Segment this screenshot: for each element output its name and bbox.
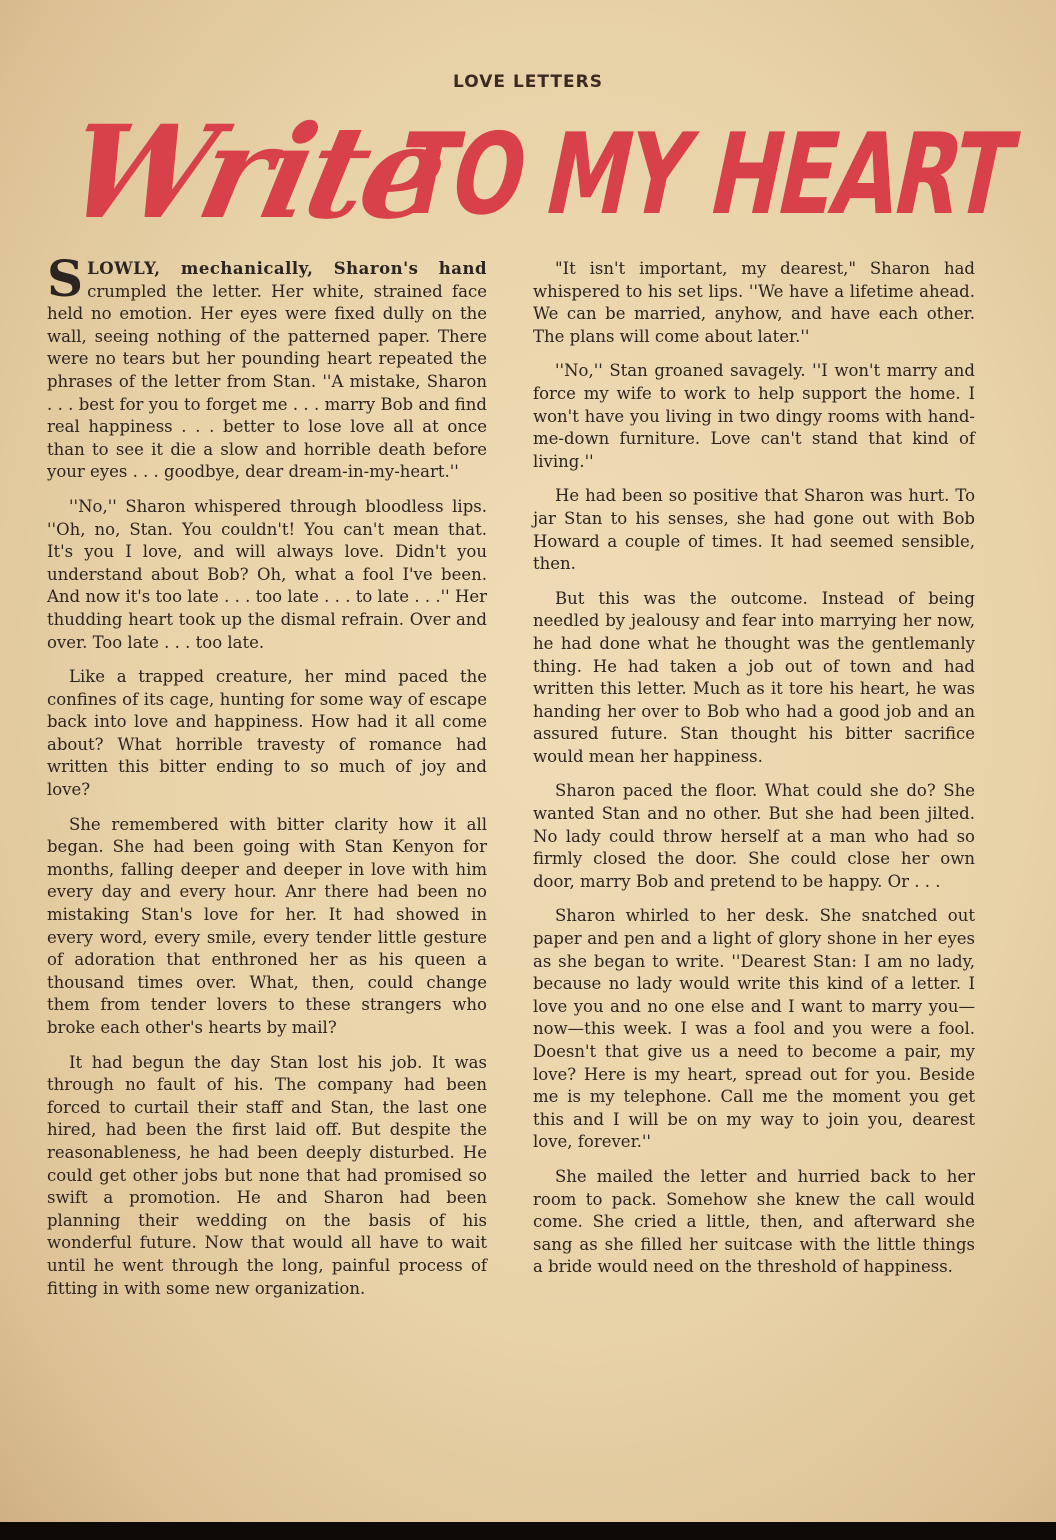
paragraph: Like a trapped creature, her mind paced the confines of its cage, hunting for some way of escape back into love and happiness. How had it all come about? What horrible travesty of romance had written this bitter ending to so much of joy and love? [47, 667, 487, 800]
scan-bottom-edge [0, 1522, 1056, 1540]
right-column [533, 258, 975, 1291]
paragraph: ''No,'' Sharon whispered through bloodless lips. ''Oh, no, Stan. You couldn't! You can't mean that. It's you I love, and will always love. Didn't you understand about Bob? Oh, what a fool I've been. And now it's too late . . . too late . . . to late . . .'' Her thudding heart took up the dismal refrain. Over and over. Too late . . . too late. [47, 496, 487, 652]
paragraph: He had been so positive that Sharon was hurt. To jar Stan to his senses, she had gone out with Bob Howard a couple of times. It had seemed sensible, then. [533, 486, 975, 574]
paragraph-text: crumpled the letter. Her white, strained face held no emotion. Her eyes were fixed dully on the wall, seeing nothing of the patterned paper. There were no tears but her pounding heart repeated the phrases of the letter from Stan. ''A mistake, Sharon . . . best for you to forget me . . . marry Bob and find real happiness . . . better to lose love all at once than to see it die a slow and horrible death before your eyes . . . goodbye, dear dream-in-my-heart.'' [47, 281, 487, 482]
paragraph: But this was the outcome. Instead of being needled by jealousy and fear into marrying her now, he had done what he thought was the gentlemanly thing. He had taken a job out of town and had written this letter. Much as it tore his heart, he was handing her over to Bob who had a good job and an assured future. Stan thought his bitter sacrifice would mean her happiness. [533, 588, 975, 766]
paragraph: ''No,'' Stan groaned savagely. ''I won't marry and force my wife to work to help support the home. I won't have you living in two dingy rooms with hand-me-down furniture. Love can't stand that kind of living.'' [533, 361, 975, 471]
drop-cap: S [47, 249, 84, 308]
paragraph: She mailed the letter and hurried back to her room to pack. Somehow she knew the call would come. She cried a little, then, and afterward she sang as she filled her suitcase with the little things a bride would need on the threshold of happiness. [533, 1166, 975, 1277]
left-column [47, 249, 487, 1312]
paragraph: Sharon paced the floor. What could she do? She wanted Stan and no other. But she had been jilted. No lady could throw herself at a man who had so firmly closed the door. She could close her own door, marry Bob and pretend to be happy. Or . . . [533, 781, 975, 891]
section-kicker: LOVE LETTERS [453, 72, 603, 92]
paragraph: "It isn't important, my dearest," Sharon had whispered to his set lips. ''We have a lifetime ahead. We can be married, anyhow, and have each other. The plans will come about later.'' [533, 259, 975, 346]
title-block-words: TO MY HEART [385, 110, 1023, 240]
story-title [12, 88, 1056, 258]
paragraph: She remembered with bitter clarity how it all began. She had been going with Stan Kenyon for months, falling deeper and deeper in love with him every day and every hour. Anr there had been no mistaking Stan's love for her. It had showed in every word, every smile, every tender little gesture of adoration that enthroned her as his queen a thousand times over. What, then, could change them from tender lovers to these strangers who broke each other's hearts by mail? [47, 814, 487, 1037]
paragraph: Sharon whirled to her desk. She snatched out paper and pen and a light of glory shone in her eyes as she began to write. ''Dearest Stan: I am no lady, because no lady would write this kind of a letter. I love you and no one else and I want to marry you—now—this week. I was a fool and you were a fool. Doesn't that give us a need to become a pair, my love? Here is my heart, spread out for you. Beside me is my telephone. Call me the moment you get this and I will be on my way to join you, dearest love, forever.'' [533, 906, 975, 1152]
paragraph: It had begun the day Stan lost his job. It was through no fault of his. The company had been forced to curtail their staff and Stan, the last one hired, had been the first laid off. But despite the reasonableness, he had been deeply disturbed. He could get other jobs but none that had promised so swift a promotion. He and Sharon had been planning their wedding on the basis of his wonderful future. Now that would all have to wait until he went through the long, painful process of fitting in with some new organization. [47, 1052, 487, 1298]
lead-words: LOWLY, mechanically, Sharon's hand [87, 259, 487, 278]
title-script-word: Write [54, 98, 456, 248]
paragraph [47, 249, 487, 484]
